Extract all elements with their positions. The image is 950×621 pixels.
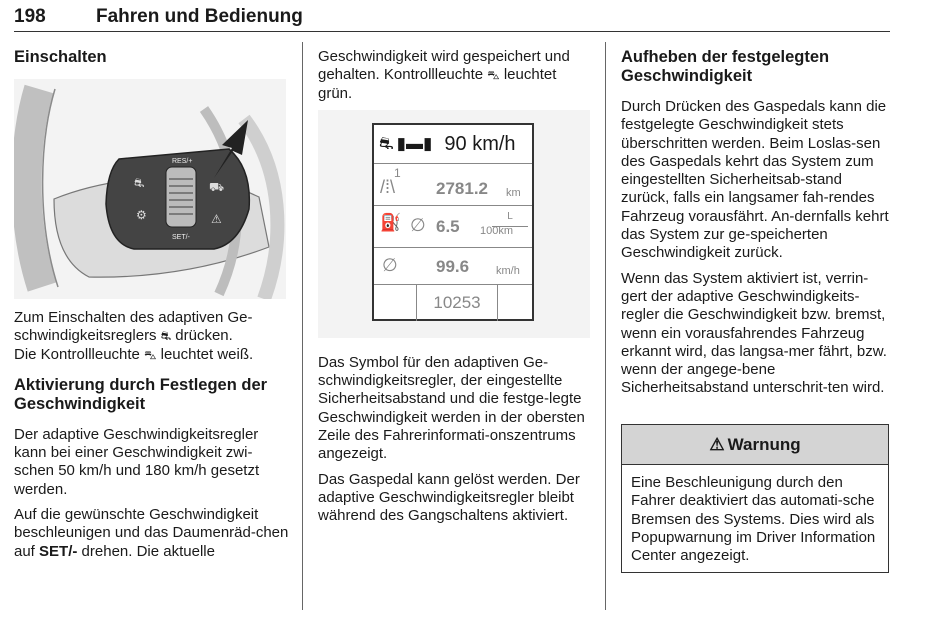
display-row-avg-speed: ∅ 99.6 km/h [374,248,532,285]
control-lamp-icon: ⛍ [487,68,500,83]
svg-text:⚙: ⚙ [136,208,147,222]
fuel-pump-icon: ⛽ [380,212,402,232]
warning-header [622,425,888,465]
column-1 [14,48,292,568]
warning-text: Eine Beschleunigung durch den Fahrer deaktiviert das automati-sche Bremsen des Systems. Dies wird als Popupwarnung im Driver Information Center angezeigt. [631,474,876,565]
page-title: Fahren und Bedienung [96,6,303,27]
column-divider-1 [302,42,303,610]
accelerator-release-paragraph: Das Gaspedal kann gelöst werden. Der adaptive Geschwindigkeitsregler bleibt während des Gangschaltens aktiviert. [318,470,580,525]
warning-title: Warnung [727,434,801,454]
svg-text:⛟: ⛟ [209,180,225,194]
svg-text:⚠: ⚠ [211,212,222,226]
svg-text:SET/-: SET/- [172,234,190,241]
header-rule [14,31,890,32]
average-icon: ∅ [410,214,426,235]
column-3 [621,48,893,405]
column-2 [318,48,594,533]
svg-text:⛐: ⛐ [134,176,145,190]
road-icon: /⁞\ [380,176,396,197]
svg-text:RES/+: RES/+ [172,158,193,165]
section-heading-aktivierung: Aktivierung durch Festlegen der Geschwindigkeit [14,375,268,413]
speed-stored-paragraph: Geschwindigkeit wird gespeichert und gehalten. Kontrollleuchte ⛍ leuchtet grün. [318,48,570,102]
cruise-control-icon: ⛐ [160,329,172,344]
set-label: SET/- [39,542,78,560]
distance-bars-icon: ▮▬▮ [396,133,433,153]
display-row-speed: ⛐ ▮▬▮ 90 km/h [374,125,532,164]
control-lamp-icon: ⛍ [144,347,157,362]
display-row-consumption: ⛽ ∅ 6.5 L 100km [374,206,532,248]
steering-wheel-illustration [14,79,286,299]
aktivierung-paragraph-2: Auf die gewünschte Geschwindigkeit beschleunigen und das Daumenräd-chen auf SET/- drehen. Die aktuelle [14,506,289,560]
warning-box [621,424,889,573]
symbol-description-paragraph: Das Symbol für den adaptiven Ge-schwindigkeitsregler, der eingestellte Sicherheitsabstand und die festge-legte Geschwindigkeit werden in der obersten Zeile des Fahrerinformati-onszentrums angezeigt. [318,353,585,463]
override-paragraph: Durch Drücken des Gaspedals kann die festgelegte Geschwindigkeit stets überschritten werden. Beim Loslas-sen des Gaspedals kehrt das System zum eingestellten Sicherheitsab-stand zurück, falls ein langsamer fah-rendes Fahrzeug vorausfährt. An-dernfalls kehrt das System zur ge-speicherten Geschwindigkeit zurück. [621,98,889,262]
page-number: 198 [14,6,46,27]
section-heading-aufheben: Aufheben der festgelegten Geschwindigkeit [621,48,830,85]
warning-triangle-icon: ⚠ [709,434,725,454]
cruise-control-icon: ⛐ [379,133,394,153]
einschalten-paragraph: Zum Einschalten des adaptiven Ge- schwindigkeitsreglers ⛐ drücken. Die Kontrollleuchte ⛍ leuchtet weiß. [14,309,254,363]
section-heading-einschalten: Einschalten [14,48,107,66]
driver-info-display [372,123,534,321]
driver-info-display-figure [318,110,590,338]
steering-wheel-figure [14,79,286,299]
column-divider-2 [605,42,606,610]
aktivierung-paragraph-1: Der adaptive Geschwindigkeitsregler kann bei einer Geschwindigkeit zwi-schen 50 km/h und 180 km/h gesetzt werden. [14,425,260,498]
system-active-paragraph: Wenn das System aktiviert ist, verrin-gert der adaptive Geschwindigkeits-regler die Geschwindigkeit bzw. bremst, wenn ein vorausfahrendes Fahrzeug erkannt wird, das langsa-mer fährt, bzw. wenn der angege-bene Sicherheitsabstand unterschrit-ten wird. [621,269,887,397]
display-row-odometer: 10253 [374,285,532,321]
average-icon: ∅ [382,254,398,275]
display-row-trip: 1 /⁞\ 2781.2 km [374,164,532,206]
